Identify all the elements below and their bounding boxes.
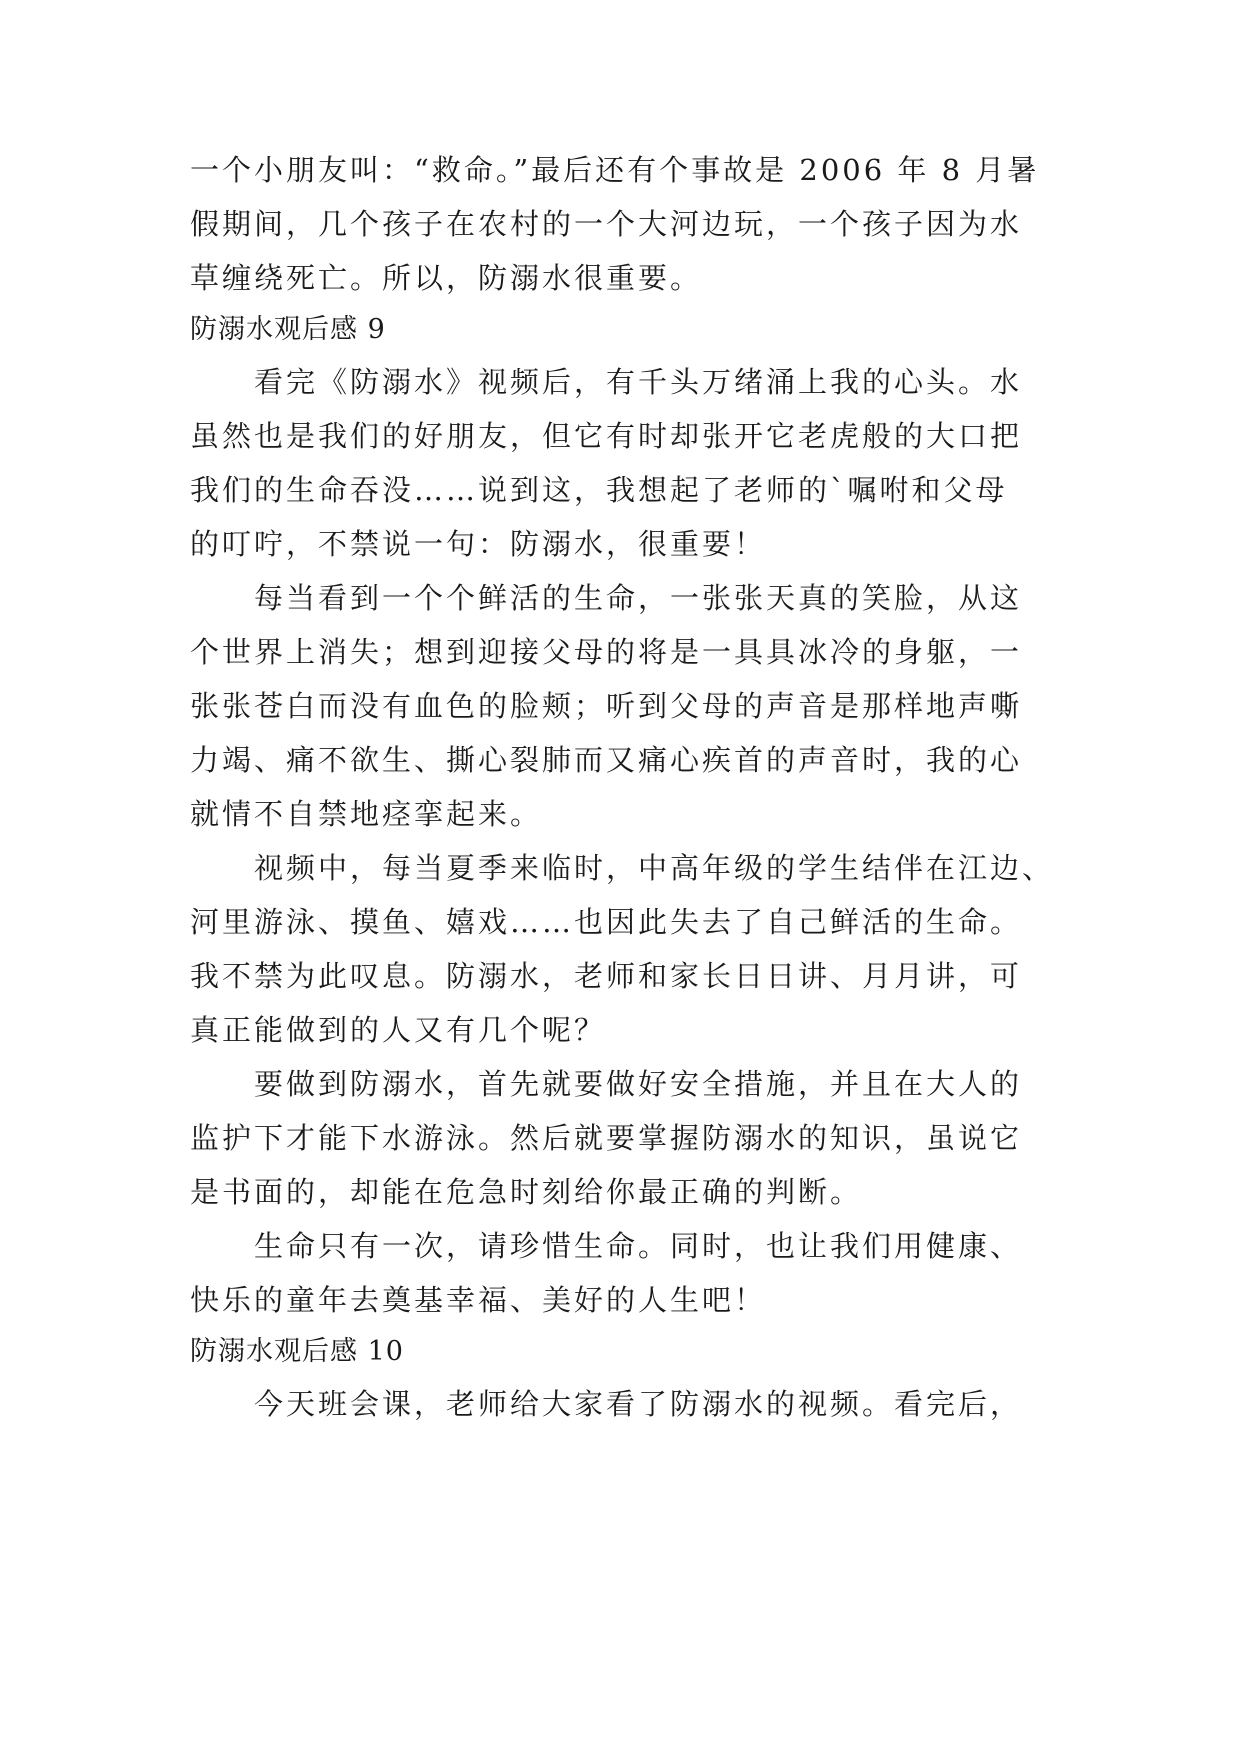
text-line: 今天班会课，老师给大家看了防溺水的视频。看完后， [254,1387,1023,1421]
text-line: 要做到防溺水，首先就要做好安全措施，并且在大人的 [254,1067,1023,1101]
text-line: 快乐的童年去奠基幸福、美好的人生吧！ [190,1283,767,1317]
text-line: 真正能做到的人又有几个呢？ [190,1013,607,1047]
text-line: 力竭、痛不欲生、撕心裂肺而又痛心疾首的声音时，我的心 [190,743,1023,777]
text-line: 我不禁为此叹息。防溺水，老师和家长日日讲、月月讲，可 [190,959,1023,993]
text-line: 个世界上消失；想到迎接父母的将是一具具冰冷的身躯，一 [190,635,1023,669]
text-line: 虽然也是我们的好朋友，但它有时却张开它老虎般的大口把 [190,419,1023,453]
text-line: 看完《防溺水》视频后，有千头万绪涌上我的心头。水 [254,365,1023,399]
text-line: 生命只有一次，请珍惜生命。同时，也让我们用健康、 [254,1229,1023,1263]
text-line: 草缠绕死亡。所以，防溺水很重要。 [190,261,703,295]
text-line: 每当看到一个个鲜活的生命，一张张天真的笑脸，从这 [254,581,1023,615]
text-line: 假期间，几个孩子在农村的一个大河边玩，一个孩子因为水 [190,207,1023,241]
section-title: 防溺水观后感 10 [190,1336,404,1367]
text-line: 是书面的，却能在危急时刻给你最正确的判断。 [190,1175,863,1209]
text-line: 的叮咛，不禁说一句：防溺水，很重要！ [190,527,767,561]
text-line: 我们的生命吞没……说到这，我想起了老师的`嘱咐和父母 [190,473,1008,507]
section-title: 防溺水观后感 9 [190,314,386,345]
text-line: 河里游泳、摸鱼、嬉戏……也因此失去了自己鲜活的生命。 [190,905,1023,939]
text-line: 张张苍白而没有血色的脸颊；听到父母的声音是那样地声嘶 [190,689,1023,723]
text-line: 监护下才能下水游泳。然后就要掌握防溺水的知识，虽说它 [190,1121,1023,1155]
text-line: 视频中，每当夏季来临时，中高年级的学生结伴在江边、 [254,851,1055,885]
text-line: 一个小朋友叫：“救命。”最后还有个事故是 2006 年 8 月暑 [190,153,1040,187]
text-line: 就情不自禁地痉挛起来。 [190,797,543,831]
